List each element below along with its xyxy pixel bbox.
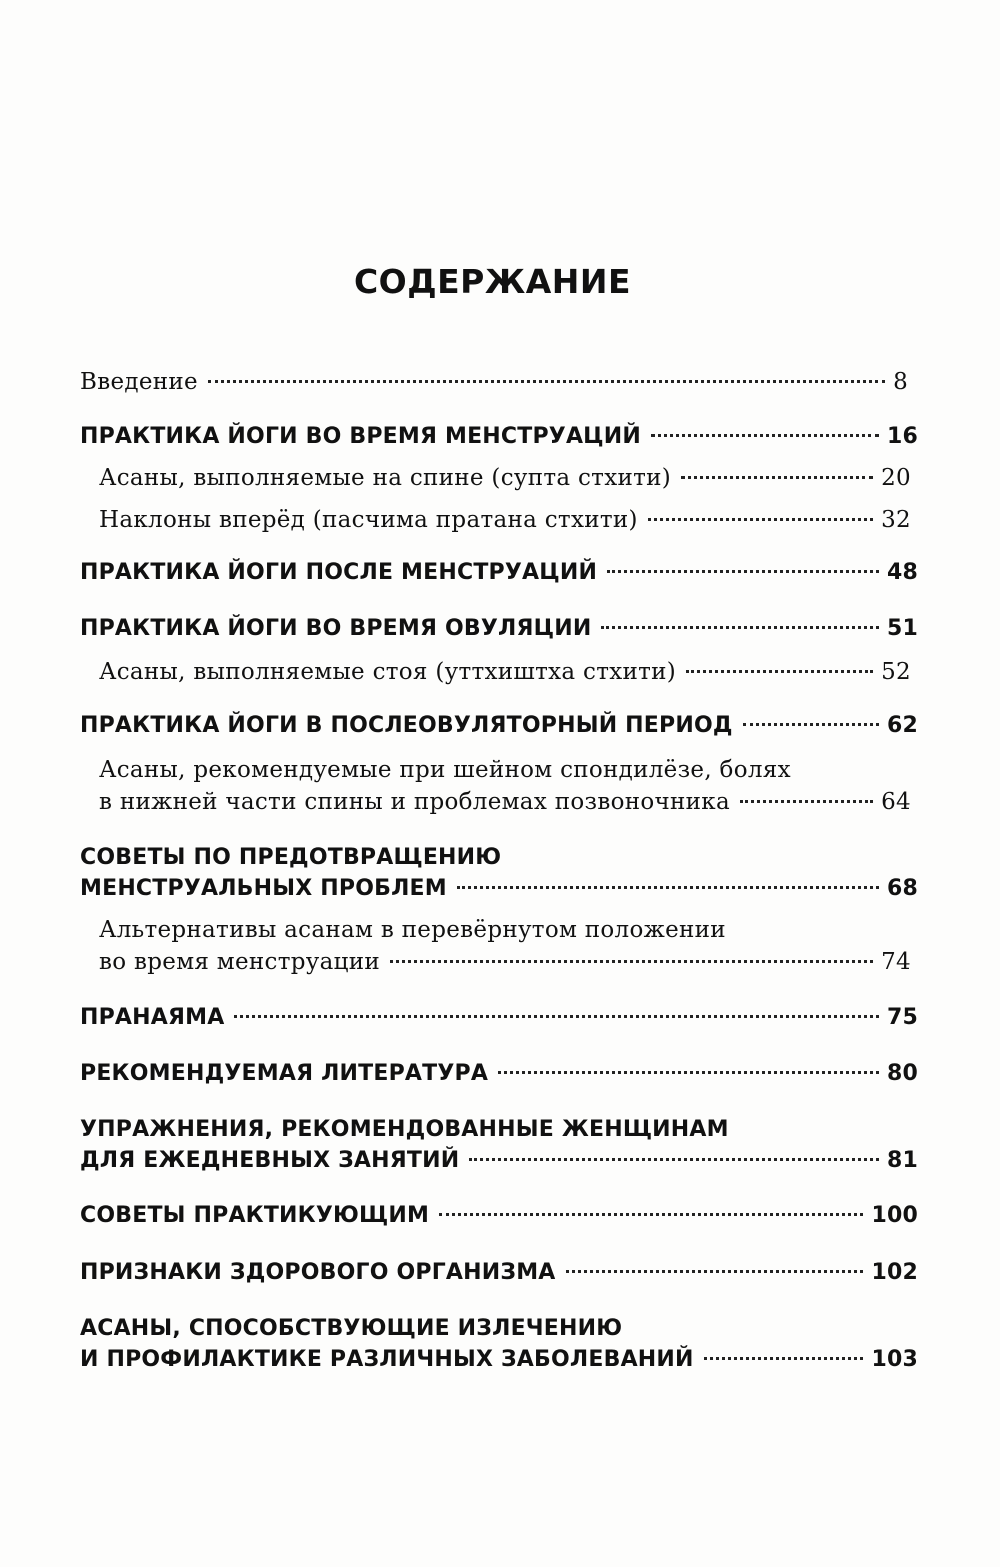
- dot-leader: [469, 1158, 879, 1161]
- toc-section-after-menstruation[interactable]: [80, 560, 918, 585]
- toc-page-number: 16: [886, 424, 918, 449]
- toc-sub-entry-two-line[interactable]: [99, 757, 911, 815]
- toc-section-title-line1: УПРАЖНЕНИЯ, РЕКОМЕНДОВАННЫЕ ЖЕНЩИНАМ: [80, 1117, 729, 1142]
- toc-entry-title-line1: Асаны, рекомендуемые при шейном спондилёзе, болях: [99, 757, 791, 783]
- toc-page-number: 51: [886, 616, 918, 641]
- toc-section-healthy-signs[interactable]: [80, 1260, 918, 1285]
- toc-section-post-ovulation[interactable]: [80, 713, 918, 738]
- toc-page-number: 68: [886, 876, 918, 901]
- toc-page-number: 102: [871, 1260, 918, 1285]
- toc-section-title-line1: АСАНЫ, СПОСОБСТВУЮЩИЕ ИЗЛЕЧЕНИЮ: [80, 1316, 623, 1341]
- dot-leader: [457, 886, 879, 889]
- toc-section-daily-exercises[interactable]: [80, 1117, 918, 1173]
- toc-section-title: ПРАКТИКА ЙОГИ ВО ВРЕМЯ МЕНСТРУАЦИЙ: [80, 424, 642, 449]
- toc-entry-title-line1: Альтернативы асанам в перевёрнутом положении: [99, 917, 726, 943]
- toc-page-number: 81: [886, 1148, 918, 1173]
- toc-page-number: 32: [881, 507, 911, 533]
- dot-leader: [566, 1270, 864, 1273]
- toc-page-number: 52: [881, 659, 911, 685]
- page-title: СОДЕРЖАНИЕ: [353, 262, 632, 301]
- dot-leader: [208, 380, 885, 383]
- toc-entry-title-line2: в нижней части спины и проблемах позвоночника: [99, 789, 730, 815]
- dot-leader: [648, 518, 873, 521]
- toc-section-tips[interactable]: [80, 1203, 918, 1228]
- toc-entry-title: Введение: [80, 369, 198, 395]
- toc-entry-title: Асаны, выполняемые стоя (уттхиштха стхити): [99, 659, 677, 685]
- toc-section-title-line1: СОВЕТЫ ПО ПРЕДОТВРАЩЕНИЮ: [80, 845, 502, 870]
- toc-section-title-line2: МЕНСТРУАЛЬНЫХ ПРОБЛЕМ: [80, 876, 447, 901]
- dot-leader: [651, 434, 879, 437]
- dot-leader: [704, 1357, 864, 1360]
- toc-section-pranayama[interactable]: [80, 1005, 918, 1030]
- dot-leader: [234, 1015, 879, 1018]
- toc-section-during-menstruation[interactable]: [80, 424, 918, 449]
- toc-section-literature[interactable]: [80, 1061, 918, 1086]
- toc-sub-entry-two-line[interactable]: [99, 917, 911, 975]
- dot-leader: [743, 723, 879, 726]
- toc-section-title: ПРИЗНАКИ ЗДОРОВОГО ОРГАНИЗМА: [80, 1260, 556, 1285]
- toc-section-title: РЕКОМЕНДУЕМАЯ ЛИТЕРАТУРА: [80, 1061, 489, 1086]
- toc-section-title-line2: ДЛЯ ЕЖЕДНЕВНЫХ ЗАНЯТИЙ: [80, 1148, 460, 1173]
- toc-page-number: 74: [881, 949, 911, 975]
- toc-page-number: 80: [886, 1061, 918, 1086]
- toc-section-prevention[interactable]: [80, 845, 918, 901]
- toc-page-number: 20: [881, 465, 911, 491]
- toc-page-number: 75: [886, 1005, 918, 1030]
- toc-section-title: СОВЕТЫ ПРАКТИКУЮЩИМ: [80, 1203, 430, 1228]
- toc-entry-introduction[interactable]: [80, 369, 908, 395]
- toc-page-number: 103: [871, 1347, 918, 1372]
- toc-section-title: ПРАНАЯМА: [80, 1005, 225, 1030]
- toc-section-ovulation[interactable]: [80, 616, 918, 641]
- dot-leader: [439, 1213, 863, 1216]
- toc-page-number: 64: [881, 789, 911, 815]
- toc-entry-title: Асаны, выполняемые на спине (супта стхити): [99, 465, 672, 491]
- toc-section-title: ПРАКТИКА ЙОГИ ПОСЛЕ МЕНСТРУАЦИЙ: [80, 560, 598, 585]
- toc-section-title: ПРАКТИКА ЙОГИ ВО ВРЕМЯ ОВУЛЯЦИИ: [80, 616, 592, 641]
- dot-leader: [686, 670, 873, 673]
- dot-leader: [601, 626, 879, 629]
- toc-page-number: 48: [886, 560, 918, 585]
- toc-section-title: ПРАКТИКА ЙОГИ В ПОСЛЕОВУЛЯТОРНЫЙ ПЕРИОД: [80, 713, 733, 738]
- dot-leader: [740, 800, 873, 803]
- toc-entry-title-line2: во время менструации: [99, 949, 380, 975]
- toc-page-number: 62: [886, 713, 918, 738]
- toc-sub-entry[interactable]: [99, 465, 911, 491]
- toc-page-number: 8: [893, 369, 908, 395]
- toc-page-number: 100: [871, 1203, 918, 1228]
- toc-section-title-line2: И ПРОФИЛАКТИКЕ РАЗЛИЧНЫХ ЗАБОЛЕВАНИЙ: [80, 1347, 694, 1372]
- toc-entry-title: Наклоны вперёд (пасчима пратана стхити): [99, 507, 638, 533]
- toc-section-healing-asanas[interactable]: [80, 1316, 918, 1372]
- toc-sub-entry[interactable]: [99, 507, 911, 533]
- dot-leader: [607, 570, 879, 573]
- dot-leader: [681, 476, 873, 479]
- dot-leader: [498, 1071, 879, 1074]
- toc-sub-entry[interactable]: [99, 659, 911, 685]
- dot-leader: [390, 960, 873, 963]
